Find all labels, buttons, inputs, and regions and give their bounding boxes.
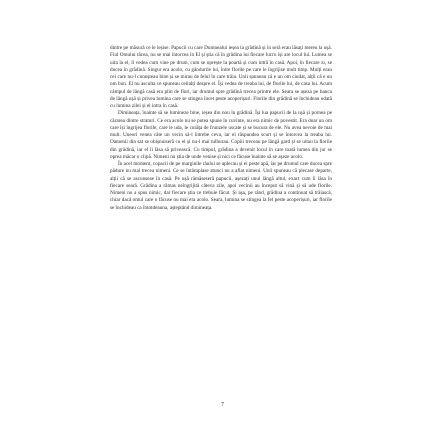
page-number: 7 <box>221 402 224 408</box>
paragraph-3: În acel moment, copacii de pe marginile râului se aplecau și ei peste apă, iar pe drumul care ducea spre pădure nu mai trecea nimeni. Ce se întâmplase atunci nu a aflat nimeni. Unii spuneau că plecase departe, alții că se ascunsese în casă. Pe ușă rămăseseră papucii, așezați unul lângă altul, exact cum îi lăsa în fiecare seară. Grădina a rămas neîngrijită câteva zile, apoi vecinii au început să vină și să ude florile. Nimeni nu a spus nimic, dar fiecare știa ce trebuie făcut. Și așa, pe rând, grădina a continuat să trăiască, chiar dacă omul care o făcuse nu mai era acolo. Seara, lumina se stingea la fel peste acoperișuri, iar florile se închideau ca întotdeauna, așteptând dimineața. <box>110 161 332 211</box>
paragraph-1: dintre pe măsură ce le ieșise. Papucii cu care Dumnealui ieșea la grădină și în seră erau lăsați mereu la ușă. Fiul Omului tăcea, nu se mai întorcea în El și știa că în grădina lui fiecare lucru își are locul lui. Lumea se uita la el, îl vedea cum vine pe drum, cum se oprește la poartă și cum intră în casă. Apoi, în fiecare zi, se ducea în grădină. Singur era acolo, cu gândurile lui, între florile pe care le îngrijise mult timp. Mulți erau cei care nu-l cunoșteau bine și se mirau de felul în care trăia. Unii spuneau că e un om ciudat, alții că e un om bun. El nu asculta ce spuneau ceilalți despre el. Își vedea de treaba lui, de florile lui, de casa lui. Acum câmpul de lângă casă era plin de flori, iar drumul spre grădină trecea printre ele. Seara se așeza pe banca de lângă ușă și privea lumina care se stingea încet peste acoperișuri. Florile din grădină se închideau odată cu lumina zilei și el intra în casă. <box>110 45 332 109</box>
body-text <box>110 45 332 212</box>
paragraph-2: Dimineața, înainte să se lumineze bine, ieșea din nou în grădină. Își lua papucii de la ușă și pornea pe cărarea dintre straturi. Ce era acolo nu se putea spune în cuvinte, nu era nimic de povestit. Era doar un om care își îngrijea florile, care le uda, le curăța de frunzele uscate și se bucura de ele. Nu avea nevoie de mai mult. Uneori venea câte un vecin să-l întrebe ceva, iar el răspundea scurt și se întorcea la treaba lui. Oamenii din sat se obișnuiseră cu el și nu-l mai tulburau. Copiii treceau pe lângă gard și se uitau la florile din grădină, iar el îi lăsa să privească. Cu timpul, grădina a devenit locul în care toată lumea din jur se oprea măcar o clipă. Nimeni nu știa de unde venise și nici ce făcuse înainte să se așeze acolo. <box>110 110 332 160</box>
